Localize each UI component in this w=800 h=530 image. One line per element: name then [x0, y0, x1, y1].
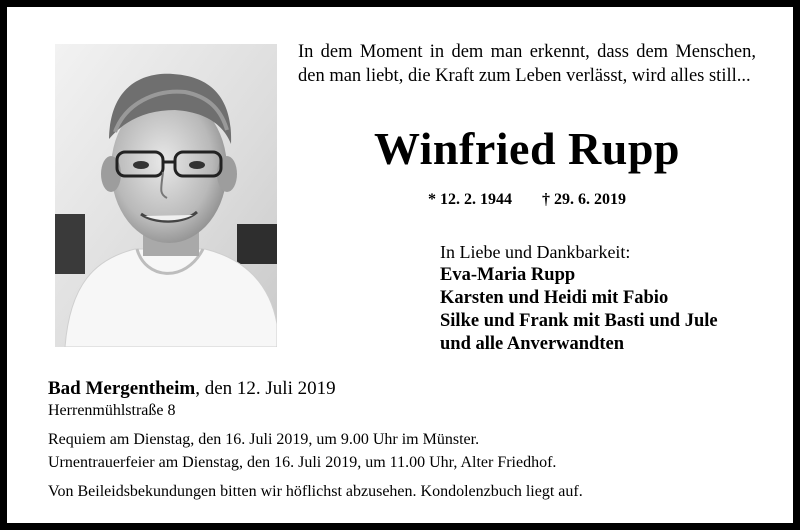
mourner-name: und alle Anverwandten: [440, 334, 625, 354]
condolence-note: Von Beileidsbekundungen bitten wir höflichst abzusehen. Kondolenzbuch liegt auf.: [48, 483, 583, 500]
mourner-name: Silke und Frank mit Basti und Jule: [440, 311, 718, 331]
notice-date: , den 12. Juli 2019: [195, 378, 336, 399]
mourner-name: Eva-Maria Rupp: [440, 265, 576, 285]
mourners-intro: In Liebe und Dankbarkeit:: [440, 242, 631, 262]
place-date-line: [48, 377, 768, 401]
death-date: † 29. 6. 2019: [542, 191, 626, 208]
details-block: [48, 377, 768, 503]
deceased-name: Winfried Rupp: [373, 123, 681, 174]
mourners-list: [440, 264, 760, 356]
city-name: Bad Mergentheim: [48, 378, 196, 399]
birth-date: * 12. 2. 1944: [428, 191, 512, 208]
mourners-block: [440, 240, 760, 356]
portrait-photo: [55, 44, 277, 347]
street-address: Herrenmühlstraße 8: [48, 402, 176, 419]
requiem-info: Requiem am Dienstag, den 16. Juli 2019, um 9.00 Uhr im Münster.: [48, 431, 480, 448]
urn-ceremony-info: Urnentrauerfeier am Dienstag, den 16. Juli 2019, um 11.00 Uhr, Alter Friedhof.: [48, 454, 557, 471]
quote-text: In dem Moment in dem man erkennt, dass dem Menschen, den man liebt, die Kraft zum Leben verlässt, wird alles still...: [298, 42, 756, 86]
mourner-name: Karsten und Heidi mit Fabio: [440, 288, 669, 308]
life-dates: [298, 191, 756, 209]
